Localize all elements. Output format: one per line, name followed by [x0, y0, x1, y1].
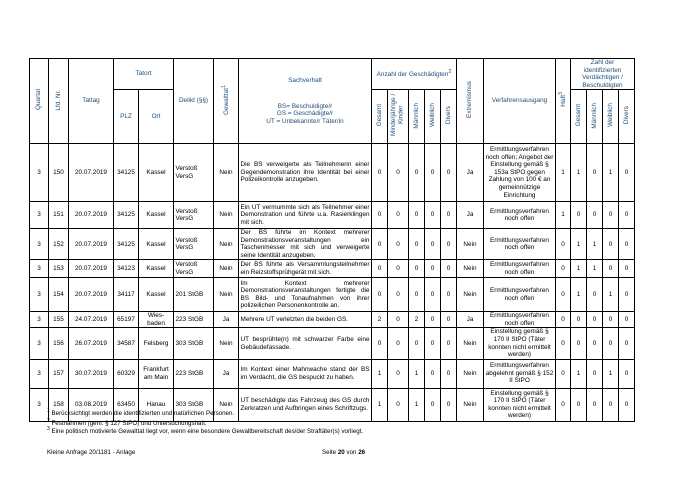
cell-lfd-nr: 157 [49, 359, 69, 388]
col-lfd-nr: Lfd. Nr. [49, 59, 69, 144]
cell-gs-gesamt: 0 [372, 202, 388, 229]
cell-tattag: 20.07.2019 [69, 229, 114, 260]
cell-verfahrensausgang: Ermittlungsverfahren noch offen [484, 260, 556, 278]
cell-verd-divers: 0 [619, 312, 635, 328]
cell-lfd-nr: 158 [49, 388, 69, 421]
cell-gewalttat: Nein [214, 278, 239, 312]
cell-lfd-nr: 150 [49, 144, 69, 202]
cell-sachverhalt: Ein UT vermummte sich als Teilnehmer einer Demonstration und führte u.a. Rasierklingen mit sich. [239, 202, 372, 229]
cell-quartal: 3 [30, 388, 49, 421]
cell-gs-weiblich: 0 [425, 388, 441, 421]
table-row [30, 144, 635, 202]
col-verd-gesamt: Gesamt [571, 90, 587, 144]
cell-verd-gesamt: 0 [571, 202, 587, 229]
cell-delikt: Verstoß VersG [174, 202, 214, 229]
cell-ort: Felsberg [139, 328, 174, 359]
cell-verd-maennlich: 0 [587, 388, 603, 421]
cell-gs-gesamt: 1 [372, 388, 388, 421]
col-verd-maennlich: Männlich [587, 90, 603, 144]
cell-plz: 34125 [114, 202, 139, 229]
cell-delikt: 223 StGB [174, 312, 214, 328]
cell-quartal: 3 [30, 260, 49, 278]
cell-gs-weiblich: 0 [425, 312, 441, 328]
cell-plz: 34117 [114, 278, 139, 312]
cell-gs-divers: 0 [441, 202, 457, 229]
cell-verfahrensausgang: Ermittlungsverfahren noch offen; Angebot der Einstellung gemäß § 153a StPO gegen Zahlung von 100 € an gemeinnützige Einrichtung [484, 144, 556, 202]
cell-gs-gesamt: 0 [372, 278, 388, 312]
cell-haft: 0 [556, 278, 571, 312]
cell-gs-weiblich: 0 [425, 202, 441, 229]
col-ort: Ort [139, 90, 174, 144]
cell-verd-divers: 0 [619, 202, 635, 229]
cell-gs-maennlich: 0 [409, 260, 425, 278]
cell-gs-maennlich: 1 [409, 359, 425, 388]
data-table [29, 58, 635, 422]
cell-tattag: 26.07.2019 [69, 328, 114, 359]
cell-delikt: Verstoß VersG [174, 229, 214, 260]
cell-delikt: 201 StGB [174, 278, 214, 312]
cell-gs-divers: 0 [441, 229, 457, 260]
cell-lfd-nr: 154 [49, 278, 69, 312]
cell-gs-gesamt: 0 [372, 260, 388, 278]
cell-verd-divers: 0 [619, 278, 635, 312]
cell-verd-weiblich: 0 [603, 260, 619, 278]
cell-gs-maennlich: 0 [409, 229, 425, 260]
col-tattag: Tattag [69, 59, 114, 144]
table-row [30, 278, 635, 312]
cell-gewalttat: Nein [214, 202, 239, 229]
cell-lfd-nr: 152 [49, 229, 69, 260]
col-verfahrensausgang: Verfahrensausgang [484, 59, 556, 144]
cell-verfahrensausgang: Ermittlungsverfahren abgelehnt gemäß § 152 II StPO [484, 359, 556, 388]
cell-quartal: 3 [30, 202, 49, 229]
cell-tattag: 20.07.2019 [69, 202, 114, 229]
cell-extremismus: Nein [457, 278, 484, 312]
col-haft: Haft$^3$ [556, 59, 571, 144]
cell-gs-divers: 0 [441, 312, 457, 328]
cell-delikt: 303 StGB [174, 328, 214, 359]
cell-gs-divers: 0 [441, 328, 457, 359]
footnote-2: $^2$ Festnahmen (gem. § 127 StPO) und Untersuchungshaft. [47, 418, 207, 428]
col-gewalttat: Gewalttat$^1$ [214, 59, 239, 144]
cell-verfahrensausgang: Ermittlungsverfahren noch offen [484, 229, 556, 260]
cell-plz: 60329 [114, 359, 139, 388]
cell-lfd-nr: 155 [49, 312, 69, 328]
cell-gs-maennlich: 2 [409, 312, 425, 328]
cell-tattag: 20.07.2019 [69, 260, 114, 278]
cell-ort: Frankfurt am Main [139, 359, 174, 388]
cell-tattag: 30.07.2019 [69, 359, 114, 388]
cell-gs-maennlich: 1 [409, 388, 425, 421]
cell-verd-gesamt: 1 [571, 229, 587, 260]
cell-verd-weiblich: 0 [603, 328, 619, 359]
col-verd-weiblich: Weiblich [603, 90, 619, 144]
cell-gs-maennlich: 0 [409, 202, 425, 229]
cell-gs-weiblich: 0 [425, 328, 441, 359]
col-quartal: Quartal [30, 59, 49, 144]
cell-haft: 1 [556, 144, 571, 202]
cell-ort: Kassel [139, 202, 174, 229]
cell-gewalttat: Nein [214, 144, 239, 202]
cell-verd-weiblich: 0 [603, 388, 619, 421]
cell-extremismus: Nein [457, 359, 484, 388]
table-row [30, 229, 635, 260]
cell-gs-divers: 0 [441, 388, 457, 421]
cell-verd-maennlich: 0 [587, 312, 603, 328]
cell-verd-maennlich: 1 [587, 260, 603, 278]
col-gs-minderjaehrige: Minderjährige / Kinder [388, 90, 409, 144]
cell-sachverhalt: UT beschädigte das Fahrzeug des GS durch Zerkratzen und Aufbringen eines Schriftzugs. [239, 388, 372, 421]
cell-haft: 0 [556, 359, 571, 388]
cell-haft: 0 [556, 260, 571, 278]
cell-lfd-nr: 153 [49, 260, 69, 278]
cell-gs-weiblich: 0 [425, 278, 441, 312]
cell-delikt: Verstoß VersG [174, 260, 214, 278]
cell-verd-divers: 0 [619, 359, 635, 388]
cell-extremismus: Nein [457, 260, 484, 278]
cell-gs-minderjaehrige: 0 [388, 328, 409, 359]
cell-gewalttat: Nein [214, 388, 239, 421]
cell-extremismus: Ja [457, 312, 484, 328]
cell-verfahrensausgang: Ermittlungsverfahren noch offen [484, 278, 556, 312]
cell-verd-maennlich: 0 [587, 144, 603, 202]
table-row [30, 260, 635, 278]
cell-delikt: 303 StGB [174, 388, 214, 421]
cell-gs-gesamt: 0 [372, 328, 388, 359]
cell-gs-maennlich: 0 [409, 328, 425, 359]
cell-plz: 34125 [114, 229, 139, 260]
col-gs-weiblich: Weiblich [425, 90, 441, 144]
cell-quartal: 3 [30, 144, 49, 202]
cell-tattag: 24.07.2019 [69, 312, 114, 328]
cell-verd-gesamt: 1 [571, 260, 587, 278]
cell-plz: 63450 [114, 388, 139, 421]
cell-plz: 34123 [114, 260, 139, 278]
cell-extremismus: Ja [457, 144, 484, 202]
col-gs-maennlich: Männlich [409, 90, 425, 144]
cell-ort: Wies-baden [139, 312, 174, 328]
cell-ort: Kassel [139, 229, 174, 260]
cell-gs-minderjaehrige: 0 [388, 260, 409, 278]
cell-sachverhalt: Der BS führte als Versammlungsteilnehmer ein Reizstoffsprühgerät mit sich. [240, 261, 370, 276]
col-verd-divers: Divers [619, 90, 635, 144]
cell-haft: 0 [556, 388, 571, 421]
cell-sachverhalt: Mehrere UT verletzten die beiden GS. [239, 312, 372, 328]
table-row [30, 359, 635, 388]
cell-gs-weiblich: 0 [425, 144, 441, 202]
cell-gs-gesamt: 2 [372, 312, 388, 328]
col-plz: PLZ [114, 90, 139, 144]
cell-sachverhalt: Im Kontext mehrerer Demonstrationsveranstaltungen fertigte die BS Bild- und Tonaufnahmen von ihrer polizeilichen Personenkontrolle an. [239, 278, 372, 312]
cell-verd-gesamt: 1 [571, 144, 587, 202]
cell-tattag: 20.07.2019 [69, 144, 114, 202]
cell-gewalttat: Ja [214, 359, 239, 388]
cell-gs-weiblich: 0 [425, 229, 441, 260]
cell-plz: 34587 [114, 328, 139, 359]
footer-page-number: Seite 20 von 26 [322, 449, 366, 456]
cell-extremismus: Nein [457, 388, 484, 421]
cell-verd-divers: 0 [619, 260, 635, 278]
cell-quartal: 3 [30, 328, 49, 359]
cell-quartal: 3 [30, 229, 49, 260]
table-row [30, 202, 635, 229]
cell-gs-gesamt: 0 [372, 144, 388, 202]
cell-verd-gesamt: 0 [571, 312, 587, 328]
col-gs-divers: Divers [441, 90, 457, 144]
cell-sachverhalt: Die BS verweigerte als Teilnehmerin einer Gegendemonstration ihre Identität bei einer Polizeikontrolle anzugeben. [239, 144, 372, 202]
table-row [30, 328, 635, 359]
cell-plz: 34125 [114, 144, 139, 202]
col-delikt: Delikt (§§) [174, 59, 214, 144]
col-extremismus: Extremismus [457, 59, 484, 144]
cell-gs-divers: 0 [441, 144, 457, 202]
cell-verd-weiblich: 1 [603, 144, 619, 202]
cell-delikt: 223 StGB [174, 359, 214, 388]
cell-gs-maennlich: 0 [409, 278, 425, 312]
cell-verd-gesamt: 0 [571, 328, 587, 359]
cell-verd-gesamt: 1 [571, 278, 587, 312]
table-row [30, 312, 635, 328]
cell-gs-minderjaehrige: 0 [388, 144, 409, 202]
cell-verd-gesamt: 1 [571, 359, 587, 388]
cell-verd-divers: 0 [619, 144, 635, 202]
cell-tattag: 20.07.2019 [69, 278, 114, 312]
cell-verd-maennlich: 0 [587, 278, 603, 312]
cell-ort: Hanau [139, 388, 174, 421]
cell-verfahrensausgang: Ermittlungsverfahren noch offen [484, 202, 556, 229]
cell-verd-maennlich: 1 [587, 229, 603, 260]
cell-sachverhalt: Im Kontext einer Mahnwache stand der BS im Verdacht, die GS bespuckt zu haben. [239, 359, 372, 388]
cell-ort: Kassel [139, 144, 174, 202]
cell-quartal: 3 [30, 278, 49, 312]
cell-sachverhalt: Der BS führte im Kontext mehrerer Demonstrationsveranstaltungen ein Taschenmesser mit sich und verweigerte seine Identität anzugeben. [240, 229, 370, 259]
cell-quartal: 3 [30, 359, 49, 388]
cell-gs-divers: 0 [441, 260, 457, 278]
cell-verfahrensausgang: Einstellung gemäß § 170 II StPO (Täter konnten nicht ermittelt werden) [484, 328, 556, 359]
cell-verd-weiblich: 0 [603, 312, 619, 328]
col-anzahl-gs: Anzahl der Geschädigten$^2$ [372, 59, 457, 90]
cell-gs-weiblich: 0 [425, 260, 441, 278]
cell-lfd-nr: 156 [49, 328, 69, 359]
cell-gewalttat: Nein [214, 229, 239, 260]
cell-verd-gesamt: 0 [571, 388, 587, 421]
cell-verd-divers: 0 [619, 388, 635, 421]
footer-doc-ref: Kleine Anfrage 20/1181 - Anlage [47, 449, 136, 456]
cell-verd-maennlich: 0 [587, 359, 603, 388]
cell-ort: Kassel [139, 278, 174, 312]
cell-haft: 1 [556, 202, 571, 229]
cell-gewalttat: Nein [214, 260, 239, 278]
cell-quartal: 3 [30, 312, 49, 328]
col-gs-gesamt: Gesamt [372, 90, 388, 144]
cell-gs-divers: 0 [441, 278, 457, 312]
cell-verfahrensausgang: Einstellung gemäß § 170 II StPO (Täter konnten nicht ermittelt werden) [484, 388, 556, 421]
cell-extremismus: Ja [457, 202, 484, 229]
cell-gewalttat: Ja [214, 312, 239, 328]
cell-haft: 0 [556, 229, 571, 260]
col-verdaechtige: Zahl der identifizierten Verdächtigen / Beschuldigten [571, 59, 635, 90]
cell-verd-maennlich: 0 [587, 328, 603, 359]
cell-extremismus: Nein [457, 328, 484, 359]
cell-gs-gesamt: 0 [372, 229, 388, 260]
cell-gs-minderjaehrige: 0 [388, 202, 409, 229]
cell-verd-weiblich: 0 [603, 229, 619, 260]
col-sachverhalt: Sachverhalt BS= Beschuldigte/r GS = Geschädigte/r UT = Unbekannte/r Täter/in [239, 59, 372, 144]
cell-verd-divers: 0 [619, 229, 635, 260]
cell-extremismus: Nein [457, 229, 484, 260]
cell-verfahrensausgang: Ermittlungsverfahren noch offen [484, 312, 556, 328]
cell-verd-divers: 0 [619, 328, 635, 359]
cell-gs-minderjaehrige: 0 [388, 312, 409, 328]
cell-delikt: Verstoß VersG [174, 144, 214, 202]
cell-haft: 0 [556, 312, 571, 328]
cell-lfd-nr: 151 [49, 202, 69, 229]
cell-gewalttat: Nein [214, 328, 239, 359]
cell-haft: 0 [556, 328, 571, 359]
cell-gs-minderjaehrige: 0 [388, 229, 409, 260]
cell-gs-maennlich: 0 [409, 144, 425, 202]
cell-verd-weiblich: 1 [603, 359, 619, 388]
cell-gs-gesamt: 1 [372, 359, 388, 388]
footnote-3: $^3$ Eine politisch motivierte Gewalttat liegt vor, wenn eine besondere Gewaltbereitschaft des/der Straftäter(s) vorliegt. [47, 426, 364, 436]
col-tatort: Tatort [114, 59, 174, 90]
cell-gs-minderjaehrige: 0 [388, 388, 409, 421]
cell-plz: 65197 [114, 312, 139, 328]
cell-sachverhalt: UT besprühte(n) mit schwarzer Farbe eine Gebäudefassade. [239, 328, 372, 359]
cell-verd-weiblich: 0 [603, 202, 619, 229]
cell-gs-minderjaehrige: 0 [388, 359, 409, 388]
cell-gs-minderjaehrige: 0 [388, 278, 409, 312]
cell-verd-maennlich: 0 [587, 202, 603, 229]
cell-gs-divers: 0 [441, 359, 457, 388]
cell-verd-weiblich: 1 [603, 278, 619, 312]
cell-tattag: 03.08.2019 [69, 388, 114, 421]
cell-gs-weiblich: 0 [425, 359, 441, 388]
cell-ort: Kassel [139, 260, 174, 278]
footnote-1: $^1$ Berücksichtigt werden die identifizierten und natürlichen Personen. [47, 408, 235, 418]
